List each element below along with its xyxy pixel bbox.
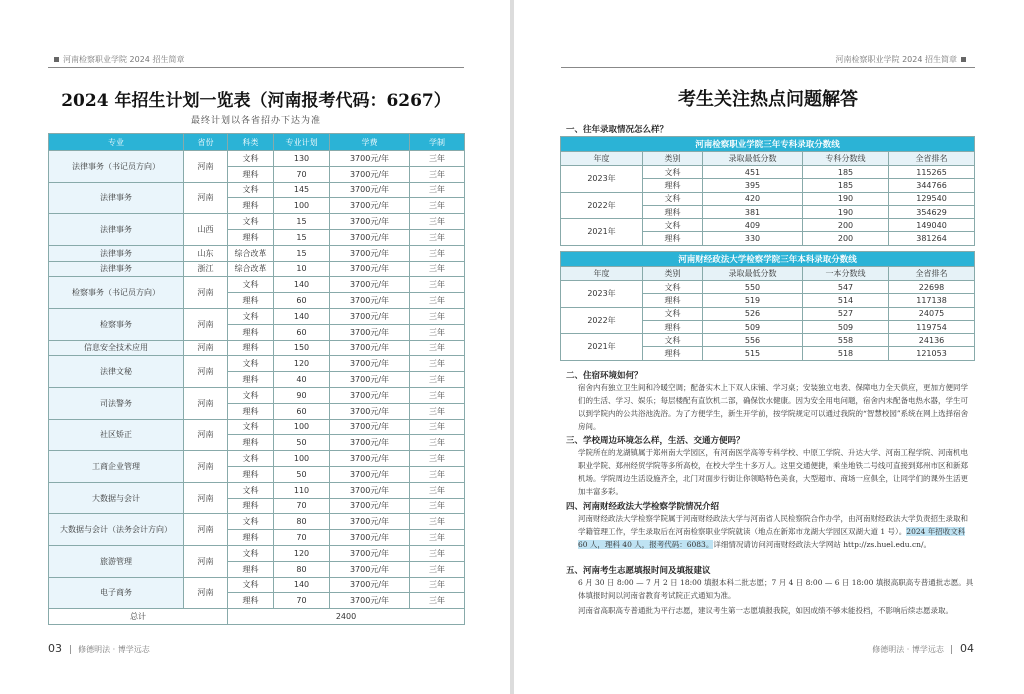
column-header: 学费 — [330, 134, 410, 151]
cutoff-cell: 185 — [803, 166, 889, 179]
province-cell: 河南 — [184, 482, 228, 514]
category-cell: 文科 — [643, 219, 703, 232]
category-cell: 文科 — [228, 545, 274, 561]
question-2: 二、住宿环境如何？ — [566, 371, 643, 381]
category-cell: 文科 — [228, 308, 274, 324]
major-cell: 法律事务（书记员方向） — [49, 151, 184, 183]
major-cell: 工商企业管理 — [49, 451, 184, 483]
running-head: 河南检察职业学院 2024 招生简章 — [50, 54, 184, 65]
square-icon — [961, 57, 966, 62]
quota-cell: 140 — [274, 577, 330, 593]
tuition-cell: 3700元/年 — [330, 561, 410, 577]
category-cell: 文科 — [228, 451, 274, 467]
province-cell: 河南 — [184, 277, 228, 309]
year-cell: 2023年 — [561, 166, 643, 193]
rank-cell: 22698 — [889, 281, 975, 294]
quota-cell: 15 — [274, 245, 330, 261]
table-row — [49, 308, 465, 324]
answer-3: 学院所在的龙湖镇属于郑州南大学园区，有河南医学高等专科学校、中原工学院、升达大学、河南工程学院、河南机电职业学院、郑州经贸学院等多所高校，在校大学生十多万人。这里交通便捷，乘坐地铁二号线可直接到郑州市区和新郑机场。学院周边生活设施齐全，北门对面步行街让你领略特色美食，大型超市、商场一应俱全，让同学们的课外生活更加丰富多彩。 — [578, 448, 968, 496]
tuition-cell: 3700元/年 — [330, 451, 410, 467]
left-page — [0, 0, 510, 694]
quota-cell: 100 — [274, 451, 330, 467]
duration-cell: 三年 — [410, 198, 465, 214]
major-cell: 检察事务 — [49, 308, 184, 340]
tuition-cell: 3700元/年 — [330, 324, 410, 340]
duration-cell: 三年 — [410, 229, 465, 245]
tuition-cell: 3700元/年 — [330, 419, 410, 435]
major-cell: 大数据与会计（法务会计方向） — [49, 514, 184, 546]
cutoff-cell: 527 — [803, 307, 889, 320]
category-cell: 理科 — [228, 435, 274, 451]
year-cell: 2022年 — [561, 307, 643, 334]
major-cell: 法律事务 — [49, 182, 184, 214]
category-cell: 文科 — [643, 281, 703, 294]
table-row — [49, 451, 465, 467]
category-cell: 理科 — [228, 372, 274, 388]
cutoff-cell: 190 — [803, 205, 889, 218]
category-cell: 理科 — [643, 320, 703, 333]
category-cell: 文科 — [643, 334, 703, 347]
table-title-row — [561, 137, 975, 152]
page-footer — [48, 642, 150, 655]
category-cell: 理科 — [643, 347, 703, 360]
column-header: 年度 — [561, 152, 643, 166]
table-row — [49, 182, 465, 198]
cutoff-cell: 200 — [803, 219, 889, 232]
page-title: 2024 年招生计划一览表（河南报考代码：6267） — [61, 91, 451, 111]
duration-cell: 三年 — [410, 419, 465, 435]
answer-5b: 河南省高职高专普通批为平行志愿，建议考生第一志愿填报我院，如因成绩不够未能投档，不影响后续志愿录取。 — [578, 606, 953, 615]
category-cell: 理科 — [228, 198, 274, 214]
major-cell: 法律事务 — [49, 245, 184, 261]
quota-cell: 70 — [274, 593, 330, 609]
tuition-cell: 3700元/年 — [330, 151, 410, 167]
province-cell: 山东 — [184, 245, 228, 261]
tuition-cell: 3700元/年 — [330, 530, 410, 546]
rank-cell: 354629 — [889, 205, 975, 218]
column-header: 全省排名 — [889, 152, 975, 166]
rank-cell: 344766 — [889, 179, 975, 192]
category-cell: 理科 — [228, 466, 274, 482]
province-cell: 河南 — [184, 151, 228, 183]
quota-cell: 40 — [274, 372, 330, 388]
year-cell: 2022年 — [561, 192, 643, 219]
quota-cell: 100 — [274, 419, 330, 435]
rank-cell: 381264 — [889, 232, 975, 245]
quota-cell: 120 — [274, 356, 330, 372]
tuition-cell: 3700元/年 — [330, 577, 410, 593]
tuition-cell: 3700元/年 — [330, 182, 410, 198]
column-header: 类别 — [643, 152, 703, 166]
year-cell: 2021年 — [561, 219, 643, 246]
tuition-cell: 3700元/年 — [330, 293, 410, 309]
motto: 修德明法 · 博学远志 — [872, 645, 944, 654]
duration-cell: 三年 — [410, 372, 465, 388]
table-row — [49, 356, 465, 372]
rank-cell: 117138 — [889, 294, 975, 307]
table-row — [49, 277, 465, 293]
column-header: 专业计划 — [274, 134, 330, 151]
question-5: 五、河南考生志愿填报时间及填报建议 — [566, 566, 711, 576]
tuition-cell: 3700元/年 — [330, 340, 410, 356]
cutoff-cell: 558 — [803, 334, 889, 347]
category-cell: 文科 — [228, 151, 274, 167]
duration-cell: 三年 — [410, 451, 465, 467]
rank-cell: 24136 — [889, 334, 975, 347]
total-row — [49, 609, 465, 625]
table-row — [561, 334, 975, 347]
cutoff-cell: 518 — [803, 347, 889, 360]
quota-cell: 130 — [274, 151, 330, 167]
duration-cell: 三年 — [410, 545, 465, 561]
category-cell: 文科 — [228, 214, 274, 230]
category-cell: 理科 — [228, 530, 274, 546]
tuition-cell: 3700元/年 — [330, 356, 410, 372]
table-row — [49, 151, 465, 167]
answer-5a: 6 月 30 日 8:00 — 7 月 2 日 18:00 填报本科二批志愿；7 月 4 日 8:00 — 6 日 18:00 填报高职高专普通批志愿。具体填报时间以河南省教育考试院正式通知为准。 — [578, 578, 974, 600]
quota-cell: 60 — [274, 293, 330, 309]
tuition-cell: 3700元/年 — [330, 387, 410, 403]
tuition-cell: 3700元/年 — [330, 308, 410, 324]
column-header: 专业 — [49, 134, 184, 151]
quota-cell: 15 — [274, 229, 330, 245]
rank-cell: 149040 — [889, 219, 975, 232]
answer-4: 河南财经政法大学检察学院属于河南财经政法大学与河南省人民检察院合作办学，由河南财经政法大学负责招生录取和学籍管理工作，学生录取后在河南检察职业学院就读（地点在新郑市龙湖大学园区双湖大道 1 号）。2024 年招收文科 60 人，理科 40 人，报考代码：6083。详细情况请访问河南财经政法大学网站 http://zs.huel.edu.cn/。 — [578, 514, 968, 549]
tuition-cell: 3700元/年 — [330, 229, 410, 245]
min-score-cell: 515 — [703, 347, 803, 360]
quota-cell: 50 — [274, 466, 330, 482]
tuition-cell: 3700元/年 — [330, 498, 410, 514]
duration-cell: 三年 — [410, 482, 465, 498]
table-row — [49, 214, 465, 230]
table-row — [561, 219, 975, 232]
category-cell: 文科 — [228, 577, 274, 593]
category-cell: 文科 — [228, 419, 274, 435]
major-cell: 社区矫正 — [49, 419, 184, 451]
province-cell: 河南 — [184, 340, 228, 356]
answer-2: 宿舍内有独立卫生间和冷暖空调；配备实木上下双人床铺、学习桌；安装独立电表、保障电力全天供应，更加方便同学们的生活、学习、娱乐；每层楼配有直饮机二部，确保饮水健康。因为安全用电问题，宿舍内未配备电热水器，学生可以到学院内的公共浴池洗浴。为了方便学生，新生开学前，按学院规定可以通过我院的“智慧校园”系统在网上选择宿舍房间。 — [578, 383, 969, 431]
table-row — [49, 419, 465, 435]
duration-cell: 三年 — [410, 340, 465, 356]
duration-cell: 三年 — [410, 577, 465, 593]
tuition-cell: 3700元/年 — [330, 435, 410, 451]
table-row — [49, 261, 465, 277]
column-header: 全省排名 — [889, 267, 975, 281]
cutoff-cell: 547 — [803, 281, 889, 294]
rank-cell: 129540 — [889, 192, 975, 205]
quota-cell: 70 — [274, 166, 330, 182]
column-header: 录取最低分数 — [703, 152, 803, 166]
major-cell: 法律文秘 — [49, 356, 184, 388]
duration-cell: 三年 — [410, 151, 465, 167]
running-head: 河南检察职业学院 2024 招生简章 — [836, 54, 970, 65]
category-cell: 综合改革 — [228, 261, 274, 277]
table-header-row — [49, 134, 465, 151]
major-cell: 电子商务 — [49, 577, 184, 609]
column-header: 录取最低分数 — [703, 267, 803, 281]
table-row — [561, 281, 975, 294]
category-cell: 理科 — [228, 561, 274, 577]
quota-cell: 15 — [274, 214, 330, 230]
quota-cell: 110 — [274, 482, 330, 498]
tuition-cell: 3700元/年 — [330, 403, 410, 419]
column-header: 类别 — [643, 267, 703, 281]
quota-cell: 50 — [274, 435, 330, 451]
duration-cell: 三年 — [410, 308, 465, 324]
duration-cell: 三年 — [410, 403, 465, 419]
category-cell: 文科 — [228, 387, 274, 403]
column-header: 年度 — [561, 267, 643, 281]
year-cell: 2023年 — [561, 281, 643, 308]
duration-cell: 三年 — [410, 530, 465, 546]
tuition-cell: 3700元/年 — [330, 198, 410, 214]
page-number: 04 — [960, 642, 974, 655]
duration-cell: 三年 — [410, 356, 465, 372]
category-cell: 理科 — [228, 166, 274, 182]
header-rule — [561, 67, 975, 68]
duration-cell: 三年 — [410, 593, 465, 609]
enrollment-plan-table — [48, 133, 465, 625]
quota-cell: 70 — [274, 530, 330, 546]
category-cell: 理科 — [643, 205, 703, 218]
cutoff-cell: 200 — [803, 232, 889, 245]
category-cell: 文科 — [228, 277, 274, 293]
tuition-cell: 3700元/年 — [330, 466, 410, 482]
min-score-cell: 509 — [703, 320, 803, 333]
tuition-cell: 3700元/年 — [330, 277, 410, 293]
province-cell: 河南 — [184, 182, 228, 214]
quota-cell: 60 — [274, 324, 330, 340]
major-cell: 法律事务 — [49, 261, 184, 277]
duration-cell: 三年 — [410, 245, 465, 261]
page-number: 03 — [48, 642, 62, 655]
category-cell: 文科 — [643, 166, 703, 179]
category-cell: 理科 — [643, 232, 703, 245]
table-row — [49, 482, 465, 498]
duration-cell: 三年 — [410, 214, 465, 230]
duration-cell: 三年 — [410, 466, 465, 482]
province-cell: 浙江 — [184, 261, 228, 277]
major-cell: 旅游管理 — [49, 545, 184, 577]
square-icon — [54, 57, 59, 62]
tuition-cell: 3700元/年 — [330, 482, 410, 498]
rank-cell: 115265 — [889, 166, 975, 179]
category-cell: 文科 — [228, 356, 274, 372]
motto: 修德明法 · 博学远志 — [78, 645, 150, 654]
category-cell: 理科 — [228, 498, 274, 514]
rank-cell: 121053 — [889, 347, 975, 360]
duration-cell: 三年 — [410, 324, 465, 340]
major-cell: 检察事务（书记员方向） — [49, 277, 184, 309]
province-cell: 河南 — [184, 451, 228, 483]
cutoff-cell: 509 — [803, 320, 889, 333]
province-cell: 河南 — [184, 577, 228, 609]
cutoff-cell: 190 — [803, 192, 889, 205]
page-footer — [872, 642, 974, 655]
min-score-cell: 519 — [703, 294, 803, 307]
tuition-cell: 3700元/年 — [330, 245, 410, 261]
year-cell: 2021年 — [561, 334, 643, 361]
table-row — [561, 166, 975, 179]
duration-cell: 三年 — [410, 182, 465, 198]
tuition-cell: 3700元/年 — [330, 214, 410, 230]
quota-cell: 80 — [274, 561, 330, 577]
page-title: 考生关注热点问题解答 — [678, 89, 858, 110]
min-score-cell: 381 — [703, 205, 803, 218]
duration-cell: 三年 — [410, 514, 465, 530]
major-cell: 法律事务 — [49, 214, 184, 246]
major-cell: 大数据与会计 — [49, 482, 184, 514]
table-row — [49, 545, 465, 561]
duration-cell: 三年 — [410, 435, 465, 451]
category-cell: 理科 — [228, 340, 274, 356]
province-cell: 河南 — [184, 308, 228, 340]
question-1: 一、往年录取情况怎么样？ — [566, 125, 669, 135]
column-header: 一本分数线 — [803, 267, 889, 281]
duration-cell: 三年 — [410, 261, 465, 277]
quota-cell: 140 — [274, 277, 330, 293]
table-header-row — [561, 267, 975, 281]
quota-cell: 60 — [274, 403, 330, 419]
category-cell: 理科 — [228, 229, 274, 245]
category-cell: 理科 — [228, 403, 274, 419]
total-value: 2400 — [228, 609, 465, 625]
tuition-cell: 3700元/年 — [330, 166, 410, 182]
cutoff-cell: 514 — [803, 294, 889, 307]
table-row — [49, 340, 465, 356]
category-cell: 理科 — [643, 294, 703, 307]
duration-cell: 三年 — [410, 387, 465, 403]
category-cell: 理科 — [643, 179, 703, 192]
quota-cell: 100 — [274, 198, 330, 214]
table-row — [561, 192, 975, 205]
category-cell: 文科 — [228, 182, 274, 198]
table-row — [49, 514, 465, 530]
duration-cell: 三年 — [410, 166, 465, 182]
highlighted-quota: 2024 年招收文科 60 人，理科 40 人，报考代码：6083。 — [578, 527, 966, 549]
province-cell: 河南 — [184, 356, 228, 388]
min-score-cell: 330 — [703, 232, 803, 245]
table-row — [49, 245, 465, 261]
table-header-row — [561, 152, 975, 166]
quota-cell: 10 — [274, 261, 330, 277]
category-cell: 理科 — [228, 293, 274, 309]
category-cell: 理科 — [228, 593, 274, 609]
province-cell: 河南 — [184, 419, 228, 451]
duration-cell: 三年 — [410, 498, 465, 514]
quota-cell: 140 — [274, 308, 330, 324]
quota-cell: 145 — [274, 182, 330, 198]
category-cell: 文科 — [228, 514, 274, 530]
table-row — [49, 577, 465, 593]
question-3: 三、学校周边环境怎么样，生活、交通方便吗？ — [566, 436, 745, 446]
column-header: 科类 — [228, 134, 274, 151]
category-cell: 文科 — [228, 482, 274, 498]
quota-cell: 150 — [274, 340, 330, 356]
column-header: 专科分数线 — [803, 152, 889, 166]
admission-table-vocational — [560, 136, 975, 246]
min-score-cell: 451 — [703, 166, 803, 179]
min-score-cell: 395 — [703, 179, 803, 192]
duration-cell: 三年 — [410, 293, 465, 309]
rank-cell: 119754 — [889, 320, 975, 333]
category-cell: 理科 — [228, 324, 274, 340]
duration-cell: 三年 — [410, 277, 465, 293]
rank-cell: 24075 — [889, 307, 975, 320]
table-title: 河南财经政法大学检察学院三年本科录取分数线 — [561, 252, 975, 267]
major-cell: 信息安全技术应用 — [49, 340, 184, 356]
province-cell: 山西 — [184, 214, 228, 246]
admission-table-undergraduate — [560, 251, 975, 361]
tuition-cell: 3700元/年 — [330, 545, 410, 561]
table-title: 河南检察职业学院三年专科录取分数线 — [561, 137, 975, 152]
tuition-cell: 3700元/年 — [330, 261, 410, 277]
header-rule — [48, 67, 464, 68]
table-row — [561, 307, 975, 320]
min-score-cell: 409 — [703, 219, 803, 232]
tuition-cell: 3700元/年 — [330, 593, 410, 609]
min-score-cell: 550 — [703, 281, 803, 294]
duration-cell: 三年 — [410, 561, 465, 577]
major-cell: 司法警务 — [49, 387, 184, 419]
min-score-cell: 556 — [703, 334, 803, 347]
column-header: 省份 — [184, 134, 228, 151]
min-score-cell: 420 — [703, 192, 803, 205]
min-score-cell: 526 — [703, 307, 803, 320]
cutoff-cell: 185 — [803, 179, 889, 192]
total-label: 总计 — [49, 609, 228, 625]
province-cell: 河南 — [184, 514, 228, 546]
question-4: 四、河南财经政法大学检察学院情况介绍 — [566, 502, 720, 512]
table-title-row — [561, 252, 975, 267]
table-row — [49, 387, 465, 403]
tuition-cell: 3700元/年 — [330, 372, 410, 388]
category-cell: 文科 — [643, 307, 703, 320]
category-cell: 文科 — [643, 192, 703, 205]
province-cell: 河南 — [184, 545, 228, 577]
province-cell: 河南 — [184, 387, 228, 419]
tuition-cell: 3700元/年 — [330, 514, 410, 530]
category-cell: 综合改革 — [228, 245, 274, 261]
page-subtitle: 最终计划以各省招办下达为准 — [190, 116, 321, 126]
quota-cell: 70 — [274, 498, 330, 514]
column-header: 学制 — [410, 134, 465, 151]
quota-cell: 80 — [274, 514, 330, 530]
quota-cell: 120 — [274, 545, 330, 561]
quota-cell: 90 — [274, 387, 330, 403]
